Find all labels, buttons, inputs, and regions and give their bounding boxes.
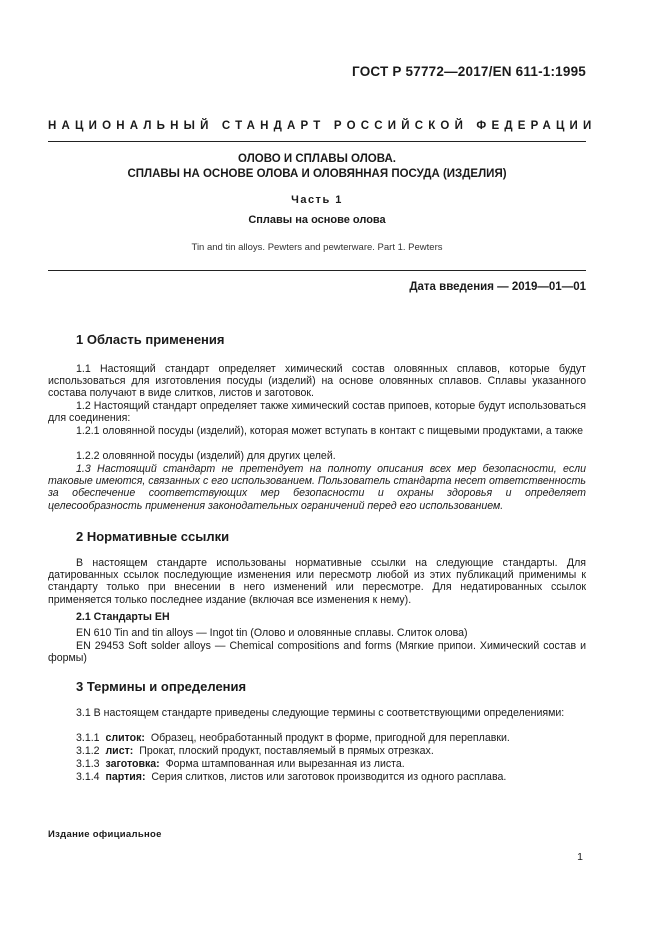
- paragraph-1-2-1: 1.2.1 оловянной посуды (изделий), которая может вступать в контакт с пищевыми продуктами, а также: [76, 425, 583, 437]
- title-line-1: ОЛОВО И СПЛАВЫ ОЛОВА.: [238, 153, 396, 165]
- paragraph-1-2-2: 1.2.2 оловянной посуды (изделий) для других целей.: [76, 450, 336, 462]
- term-3-1-3: 3.1.3 заготовка: Форма штампованная или вырезанная из листа.: [76, 758, 405, 770]
- paragraph-1-3: 1.3 Настоящий стандарт не претендует на полноту описания всех мер безопасности, если таковые имеются, связанных с его использованием. Пользователь стандарта несет ответственность за обеспечение соответствующих мер безопасности и охраны здоровья и определяет целесообразность применения законодательных ограничений перед его использованием.: [48, 463, 586, 512]
- official-edition-note: Издание официальное: [48, 829, 162, 840]
- paragraph-3-1: 3.1 В настоящем стандарте приведены следующие термины с соответствующими определениями:: [76, 707, 565, 719]
- english-title: Tin and tin alloys. Pewters and pewterware. Part 1. Pewters: [191, 242, 443, 253]
- reference-en-29453: EN 29453 Soft solder alloys — Chemical compositions and forms (Мягкие припои. Химический состав и формы): [48, 640, 586, 665]
- reference-en-610: EN 610 Tin and tin alloys — Ingot tin (Олово и оловянные сплавы. Слиток олова): [76, 627, 468, 639]
- paragraph-2: В настоящем стандарте использованы нормативные ссылки на следующие стандарты. Для датированных ссылок последующие изменения или пересмотр любой из этих публикаций применимы к стандарту только при внесении в него изменений или пересмотре. Для недатированных ссылок применяется только последнее издание (включая все изменения к нему).: [48, 557, 586, 606]
- title-line-2: СПЛАВЫ НА ОСНОВЕ ОЛОВА И ОЛОВЯННАЯ ПОСУДА (ИЗДЕЛИЯ): [127, 168, 507, 180]
- part-title: Сплавы на основе олова: [248, 214, 386, 226]
- section-3-heading: 3 Термины и определения: [76, 679, 247, 694]
- part-number: Часть 1: [291, 194, 343, 206]
- paragraph-1-2: 1.2 Настоящий стандарт определяет также химический состав припоев, которые будут использоваться для соединения:: [48, 400, 586, 425]
- section-2-heading: 2 Нормативные ссылки: [76, 529, 230, 544]
- document-title: [48, 152, 586, 182]
- subsection-2-1-heading: 2.1 Стандарты ЕН: [76, 611, 170, 623]
- section-1-heading: 1 Область применения: [76, 332, 225, 347]
- term-3-1-4: 3.1.4 партия: Серия слитков, листов или заготовок производится из одного расплава.: [76, 771, 507, 783]
- national-standard-heading: НАЦИОНАЛЬНЫЙ СТАНДАРТ РОССИЙСКОЙ ФЕДЕРАЦИИ: [48, 120, 597, 132]
- term-3-1-2: 3.1.2 лист: Прокат, плоский продукт, поставляемый в прямых отрезках.: [76, 745, 434, 757]
- page-number: 1: [577, 851, 583, 863]
- title-bottom-rule: [48, 270, 586, 271]
- intro-date: Дата введения — 2019—01—01: [409, 281, 586, 293]
- doc-code: ГОСТ Р 57772—2017/EN 611-1:1995: [352, 64, 586, 79]
- term-3-1-1: 3.1.1 слиток: Образец, необработанный продукт в форме, пригодной для переплавки.: [76, 732, 510, 744]
- top-rule: [48, 141, 586, 142]
- paragraph-1-1: 1.1 Настоящий стандарт определяет химический состав оловянных сплавов, которые будут использоваться для изготовления посуды (изделий) на основе оловянных сплавов. Сплавы указанного состава получают в виде слитков, листов и заготовок.: [48, 363, 586, 400]
